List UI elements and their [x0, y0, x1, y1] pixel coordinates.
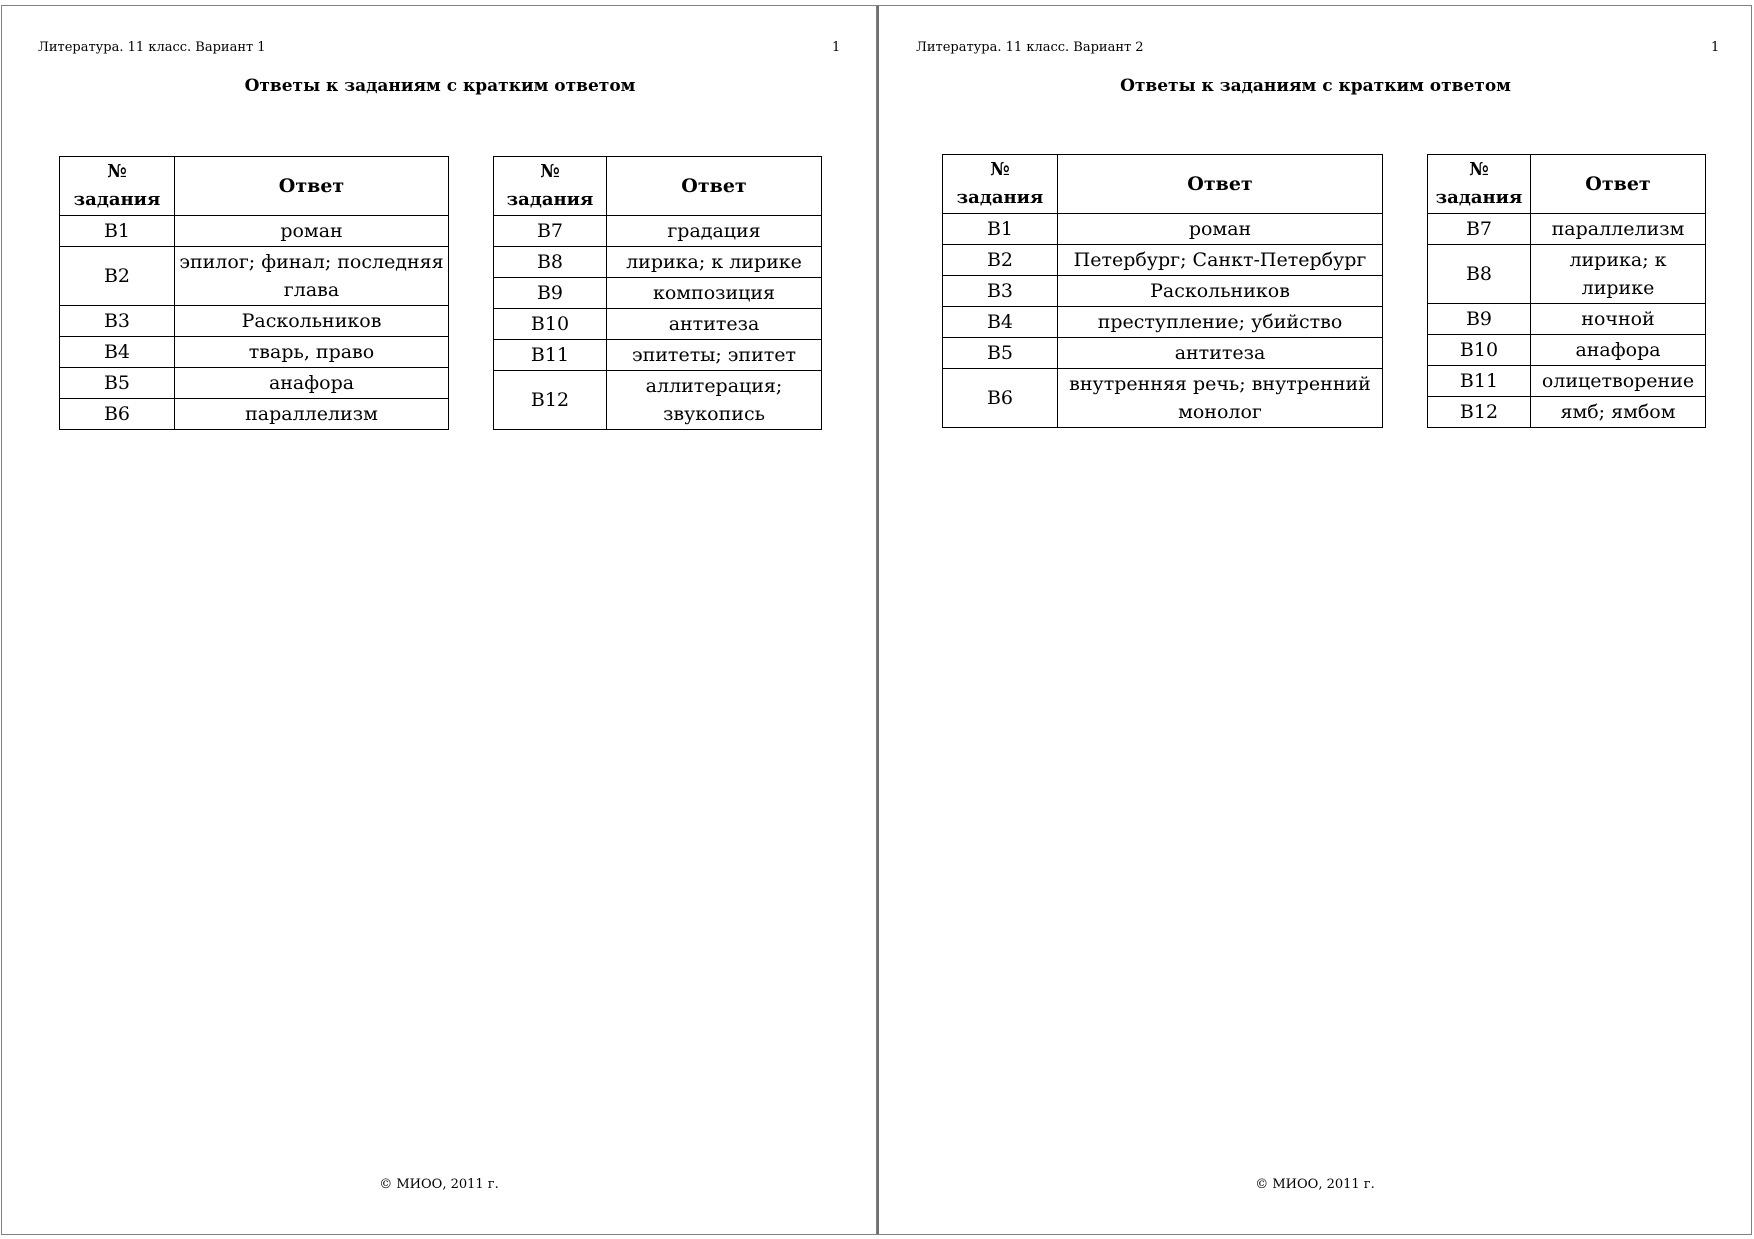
- table-row: [1428, 304, 1706, 335]
- page-header: Литература. 11 класс. Вариант 1: [38, 40, 266, 55]
- answers-table-left: [942, 154, 1383, 428]
- answer-cell: Раскольников: [1058, 276, 1383, 307]
- answer-cell: ямб; ямбом: [1531, 397, 1706, 428]
- answer-cell: роман: [175, 216, 449, 247]
- answer-cell: эпитеты; эпитет: [607, 340, 822, 371]
- column-header-task-number: № задания: [943, 155, 1058, 214]
- table-row: [494, 278, 822, 309]
- column-header-answer: Ответ: [175, 157, 449, 216]
- task-cell: B9: [494, 278, 607, 309]
- answers-table-right: [1427, 154, 1706, 428]
- task-cell: B6: [943, 369, 1058, 428]
- page-footer-copyright: © МИОО, 2011 г.: [379, 1177, 499, 1192]
- page-footer-copyright: © МИОО, 2011 г.: [1255, 1177, 1375, 1192]
- task-cell: B11: [1428, 366, 1531, 397]
- task-cell: B5: [60, 368, 175, 399]
- answer-cell: эпилог; финал; последняя глава: [175, 247, 449, 306]
- table-header-row: [943, 155, 1383, 214]
- table-row: [1428, 245, 1706, 304]
- task-cell: B3: [60, 306, 175, 337]
- table-row: [1428, 397, 1706, 428]
- answer-cell: аллитерация; звукопись: [607, 371, 822, 430]
- answer-cell: анафора: [175, 368, 449, 399]
- table-row: [60, 337, 449, 368]
- task-cell: B4: [60, 337, 175, 368]
- table-row: [494, 216, 822, 247]
- answer-cell: Петербург; Санкт-Петербург: [1058, 245, 1383, 276]
- answer-cell: параллелизм: [175, 399, 449, 430]
- column-header-task-number: № задания: [60, 157, 175, 216]
- task-cell: B12: [1428, 397, 1531, 428]
- answers-table-left: [59, 156, 449, 430]
- page-number: 1: [832, 40, 841, 55]
- table-header-row: [1428, 155, 1706, 214]
- table-row: [1428, 214, 1706, 245]
- table-row: [1428, 366, 1706, 397]
- table-row: [943, 245, 1383, 276]
- page-header: Литература. 11 класс. Вариант 2: [916, 40, 1144, 55]
- answer-cell: анафора: [1531, 335, 1706, 366]
- page-variant-1: [1, 5, 877, 1235]
- table-row: [60, 247, 449, 306]
- table-header-row: [494, 157, 822, 216]
- table-row: [494, 309, 822, 340]
- table-row: [943, 369, 1383, 428]
- column-header-task-number: № задания: [1428, 155, 1531, 214]
- task-cell: B2: [60, 247, 175, 306]
- task-cell: B10: [1428, 335, 1531, 366]
- answer-cell: лирика; к лирике: [1531, 245, 1706, 304]
- answer-cell: тварь, право: [175, 337, 449, 368]
- answer-cell: ночной: [1531, 304, 1706, 335]
- table-row: [943, 338, 1383, 369]
- column-header-answer: Ответ: [607, 157, 822, 216]
- table-row: [494, 340, 822, 371]
- answers-table-right: [493, 156, 822, 430]
- answer-cell: градация: [607, 216, 822, 247]
- task-cell: B8: [1428, 245, 1531, 304]
- task-cell: B10: [494, 309, 607, 340]
- task-cell: B3: [943, 276, 1058, 307]
- task-cell: B7: [494, 216, 607, 247]
- table-row: [60, 216, 449, 247]
- answer-cell: внутренняя речь; внутренний монолог: [1058, 369, 1383, 428]
- column-header-answer: Ответ: [1531, 155, 1706, 214]
- answer-cell: Раскольников: [175, 306, 449, 337]
- column-header-task-number: № задания: [494, 157, 607, 216]
- task-cell: B6: [60, 399, 175, 430]
- table-row: [60, 399, 449, 430]
- answer-cell: преступление; убийство: [1058, 307, 1383, 338]
- answer-cell: антитеза: [607, 309, 822, 340]
- answer-cell: антитеза: [1058, 338, 1383, 369]
- answer-cell: лирика; к лирике: [607, 247, 822, 278]
- table-row: [943, 276, 1383, 307]
- task-cell: B7: [1428, 214, 1531, 245]
- table-row: [494, 247, 822, 278]
- table-row: [60, 306, 449, 337]
- answer-cell: роман: [1058, 214, 1383, 245]
- answer-cell: олицетворение: [1531, 366, 1706, 397]
- task-cell: B8: [494, 247, 607, 278]
- task-cell: B9: [1428, 304, 1531, 335]
- task-cell: B11: [494, 340, 607, 371]
- task-cell: B1: [943, 214, 1058, 245]
- column-header-answer: Ответ: [1058, 155, 1383, 214]
- table-header-row: [60, 157, 449, 216]
- table-row: [943, 214, 1383, 245]
- task-cell: B5: [943, 338, 1058, 369]
- answer-cell: параллелизм: [1531, 214, 1706, 245]
- page-variant-2: [877, 5, 1752, 1235]
- answer-cell: композиция: [607, 278, 822, 309]
- table-row: [943, 307, 1383, 338]
- table-row: [60, 368, 449, 399]
- page-title: Ответы к заданиям с кратким ответом: [244, 76, 636, 96]
- task-cell: B1: [60, 216, 175, 247]
- task-cell: B12: [494, 371, 607, 430]
- task-cell: B4: [943, 307, 1058, 338]
- table-row: [494, 371, 822, 430]
- table-row: [1428, 335, 1706, 366]
- task-cell: B2: [943, 245, 1058, 276]
- page-title: Ответы к заданиям с кратким ответом: [1120, 76, 1511, 96]
- page-number: 1: [1711, 40, 1720, 55]
